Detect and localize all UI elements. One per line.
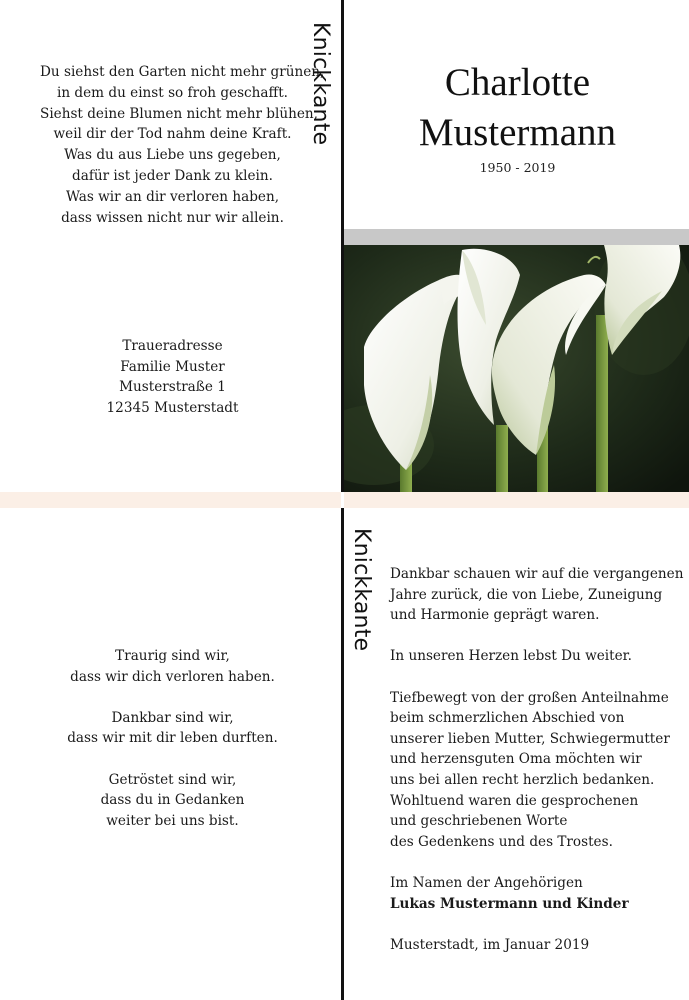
thank-you-text (390, 564, 685, 955)
thanks-line: uns bei allen recht herzlich bedanken. (390, 771, 655, 788)
stanza-gap (40, 749, 305, 770)
paragraph-gap (390, 914, 685, 935)
fold-line-bottom (341, 508, 344, 1000)
poem-line: Was wir an dir verloren haben, (65, 188, 280, 205)
place-date: Musterstadt, im Januar 2019 (390, 936, 590, 953)
fold-band-gap (341, 492, 344, 508)
poem-line: in dem du einst so froh geschafft. (57, 84, 288, 101)
address-street: Musterstraße 1 (119, 379, 226, 396)
verse-line: Getröstet sind wir, (108, 771, 237, 788)
verse-line: Traurig sind wir, (115, 648, 230, 664)
thanks-line: und herzensguten Oma möchten wir (390, 751, 642, 768)
poem-line: dafür ist jeder Dank zu klein. (72, 167, 273, 184)
poem (40, 62, 325, 228)
fold-label-bottom: Knickkante (349, 528, 374, 652)
thanks-line: unserer lieben Mutter, Schwiegermutter (390, 730, 670, 747)
calla-lily-illustration (344, 245, 689, 492)
signoff-names: Lukas Mustermann und Kinder (390, 895, 629, 912)
thanks-line: und geschriebenen Worte (390, 813, 568, 830)
verse-line: Dankbar sind wir, (111, 709, 234, 726)
poem-line: Du siehst den Garten nicht mehr grünen, (40, 64, 325, 80)
thanks-line: und Harmonie geprägt waren. (390, 607, 600, 624)
signoff-intro: Im Namen der Angehörigen (390, 874, 583, 891)
life-dates: 1950 - 2019 (479, 160, 556, 175)
last-name: Mustermann (418, 111, 617, 154)
thanks-line: Dankbar schauen wir auf die vergangenen (390, 566, 684, 582)
fold-label-top: Knickkante (308, 22, 333, 146)
horizontal-fold-band (0, 492, 689, 508)
thanks-line: des Gedenkens und des Trostes. (390, 833, 613, 850)
calla-lily-photo (344, 245, 689, 492)
photo-top-strip (344, 229, 689, 245)
address-heading: Traueradresse (122, 338, 223, 354)
paragraph-gap (390, 667, 685, 688)
thanks-line: In unseren Herzen lebst Du weiter. (390, 648, 632, 665)
address-city: 12345 Musterstadt (106, 399, 239, 416)
thanks-line: beim schmerzlichen Abschied von (390, 710, 625, 727)
poem-line: Was du aus Liebe uns gegeben, (64, 147, 281, 164)
thanks-line: Wohltuend waren die gesprochenen (390, 792, 639, 809)
consolation-verses (40, 646, 305, 831)
mourning-address (40, 336, 305, 418)
paragraph-gap (390, 626, 685, 647)
verse-line: dass wir mit dir leben durften. (67, 730, 278, 747)
paragraph-gap (390, 852, 685, 873)
verse-line: weiter bei uns bist. (106, 812, 239, 829)
verse-line: dass du in Gedanken (100, 792, 245, 809)
thanks-line: Jahre zurück, die von Liebe, Zuneigung (390, 586, 663, 603)
poem-line: weil dir der Tod nahm deine Kraft. (53, 126, 292, 143)
address-family: Familie Muster (120, 358, 225, 375)
poem-line: Siehst deine Blumen nicht mehr blühen, (40, 105, 318, 122)
verse-line: dass wir dich verloren haben. (70, 668, 275, 685)
first-name: Charlotte (444, 61, 591, 104)
deceased-name (350, 58, 685, 158)
poem-line: dass wissen nicht nur wir allein. (61, 209, 284, 226)
thanks-line: Tiefbewegt von der großen Anteilnahme (390, 689, 669, 706)
stanza-gap (40, 687, 305, 708)
